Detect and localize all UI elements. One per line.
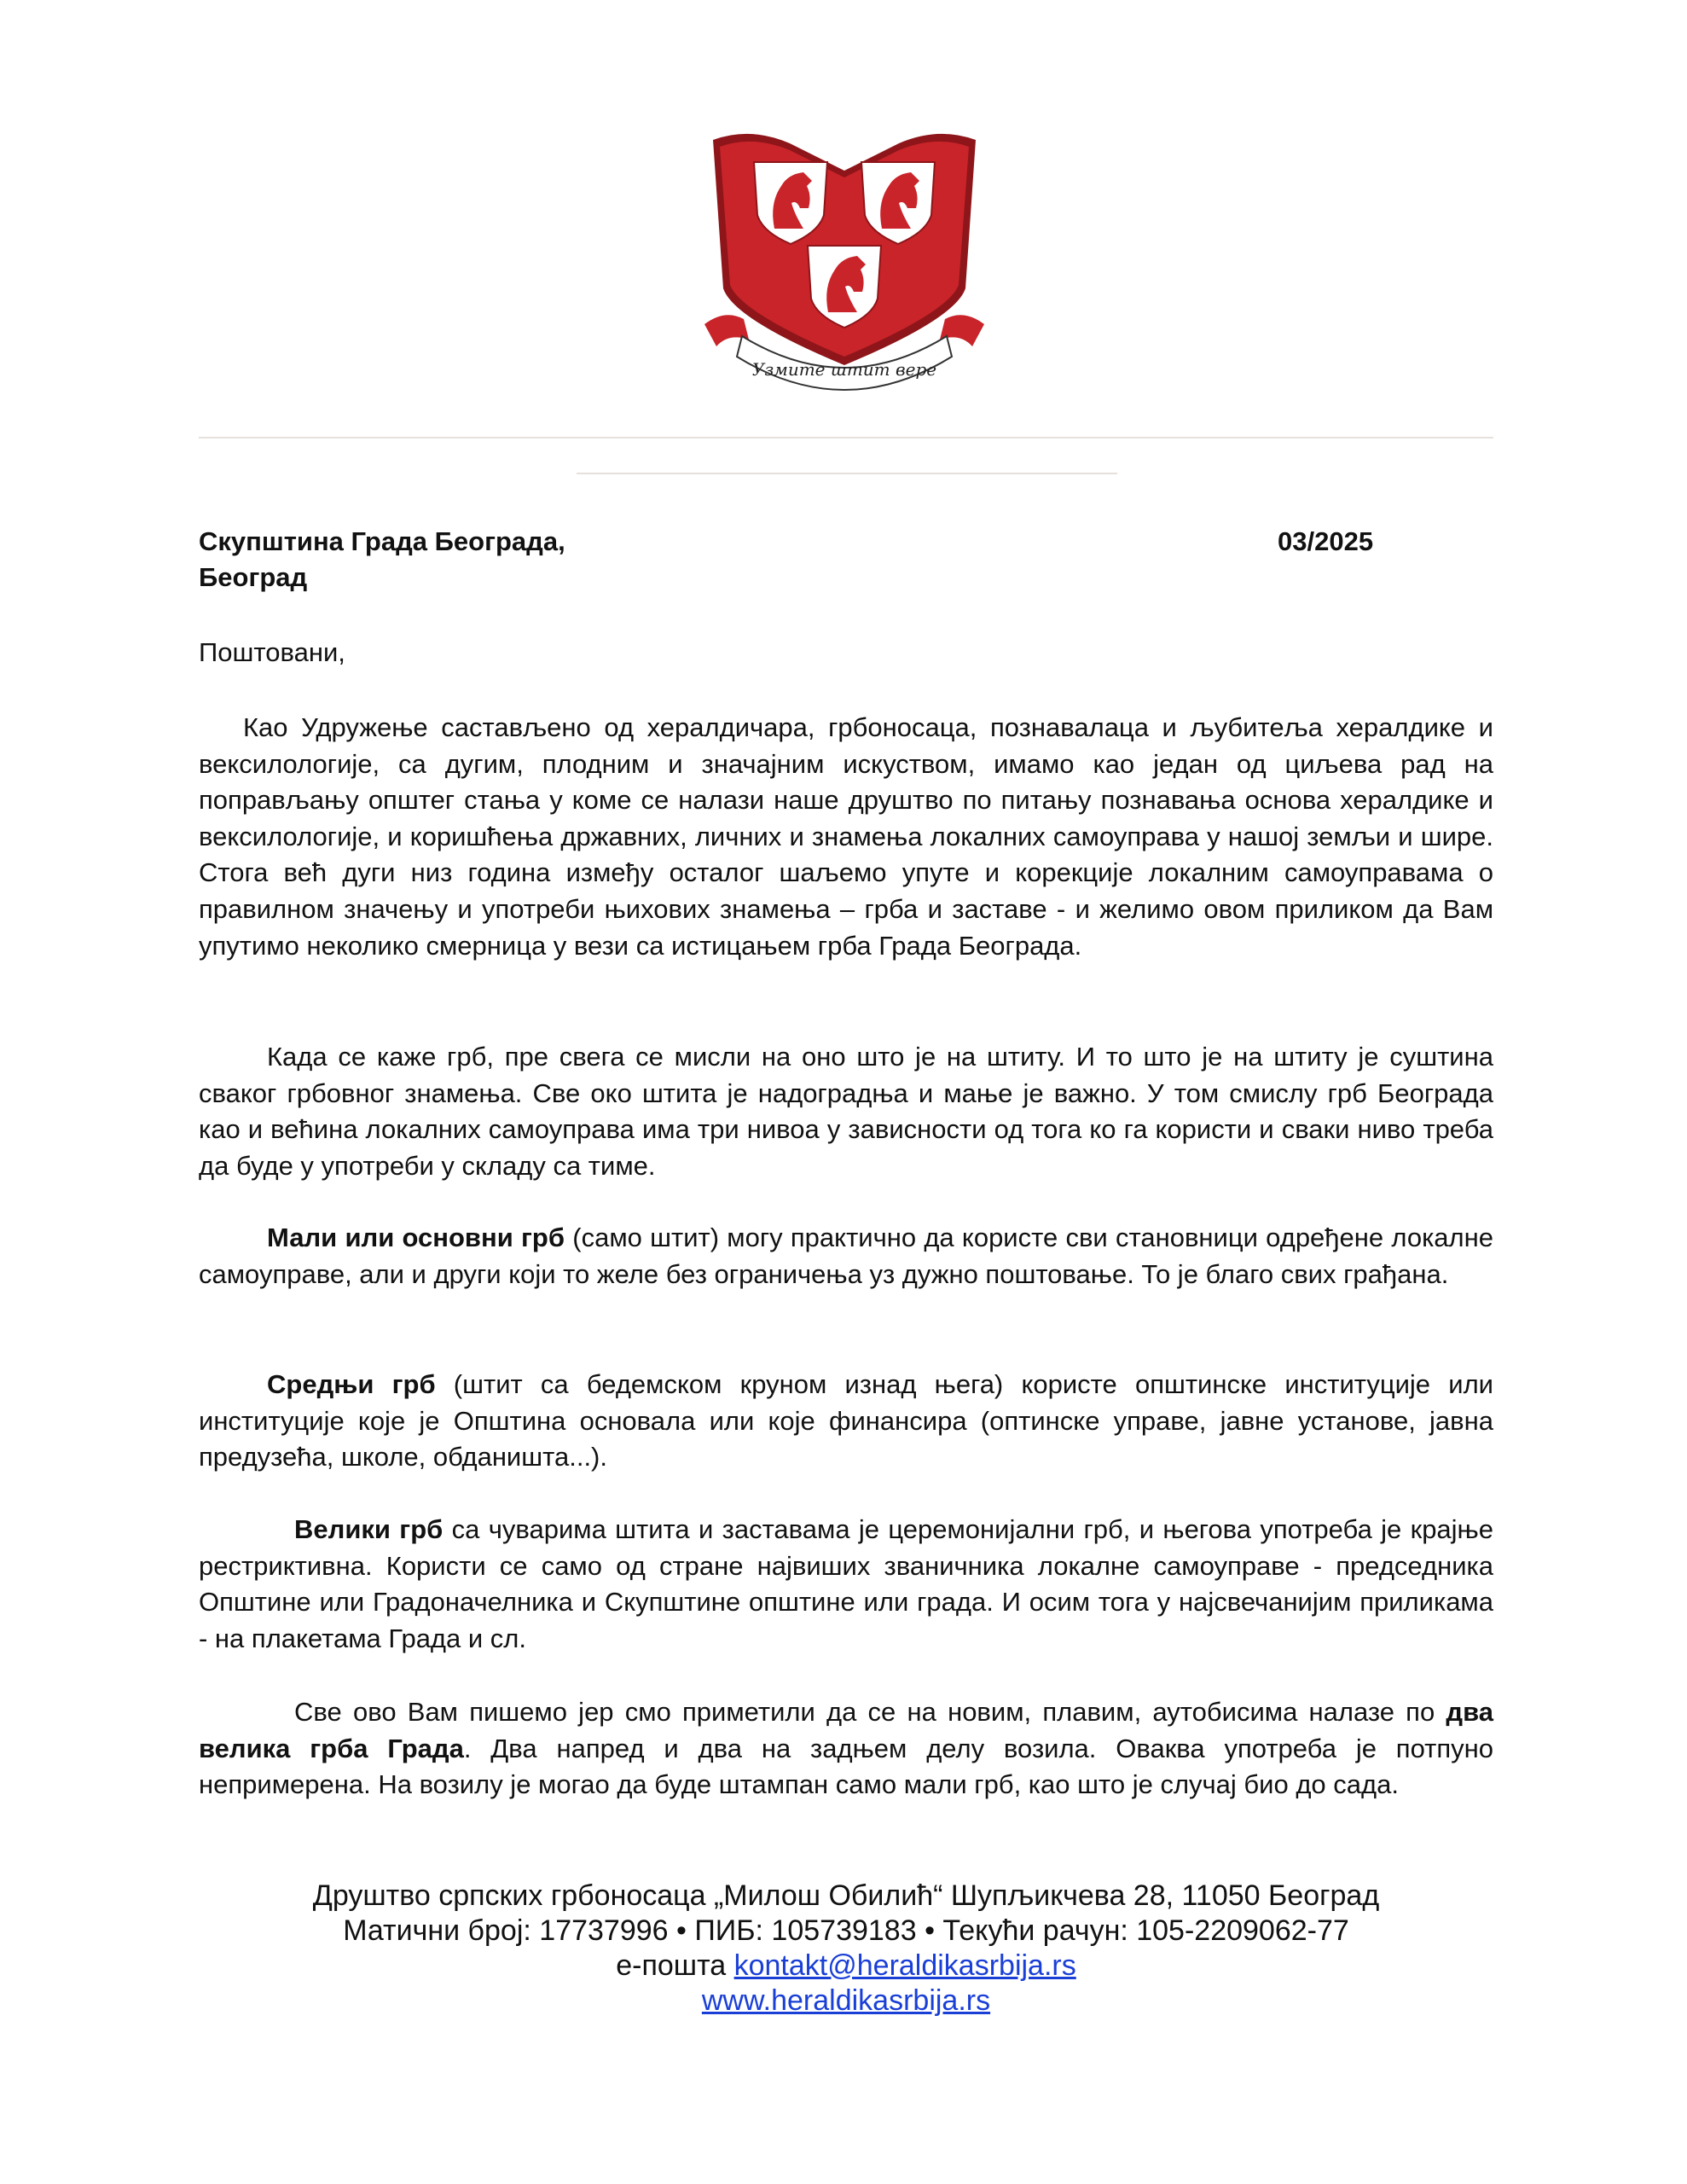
bus-issue-emphasis: два велика грба Града [199,1697,1493,1763]
paragraph-coat-levels: Када се каже грб, пре свега се мисли на оно што је на штиту. И то што је на штиту је суштина сваког грбовног знамења. Све око штита је надоградња и мање је важно. У том смислу грб Београда као и већина локалних самоуправа има три нивоа у зависности од тога ко га користи и сваки ниво треба да буде у употреби у складу са тиме. [199,1042,1493,1181]
salutation: Поштовани, [199,637,345,667]
footer-address: Друштво српских грбоносаца „Милош Обилић“ Шупљикчева 28, 11050 Београд [312,1879,1380,1912]
website-link[interactable]: www.heraldikasrbija.rs [701,1984,991,2017]
email-link[interactable]: kontakt@heraldikasrbija.rs [733,1949,1076,1982]
association-logo [699,126,989,416]
header-divider [199,437,1493,439]
middle-coat-term: Средњи грб [267,1369,436,1399]
recipient-name: Скупштина Града Београда, [199,526,565,556]
email-label: е-пошта [616,1949,734,1982]
letter-date: 03/2025 [1278,526,1374,556]
recipient-block [199,524,565,595]
recipient-city: Београд [199,562,308,592]
bus-issue-rest: . Два напред и два на задњем делу возила. Оваква употреба је потпуно непримерена. На возилу је могао да буде штампан само мали грб, као што је случај био до сада. [199,1733,1493,1800]
paragraph-intro: Као Удружење састављено од хералдичара, грбоносаца, познавалаца и љубитеља хералдике и вексилологије, са дугим, плодним и значајним искуством, имамо као један од циљева рад на поправљању општег стања у коме се налази наше друштво по питању познавања основа хералдике и вексилологије, и коришћења државних, личних и знамења локалних самоуправа у нашој земљи и шире. Стога већ дуги низ година између осталог шаљемо упуте и корекције локалним самоуправама о правилном значењу и употреби њихових знамења – грба и заставе - и желимо овом приликом да Вам упутимо неколико смерница у вези са истицањем грба Града Београда. [199,712,1493,961]
great-coat-term: Велики грб [294,1514,443,1544]
footer-registration: Матични број: 17737996 • ПИБ: 105739183 • Текући рачун: 105-2209062-77 [343,1914,1349,1947]
letter-footer [199,1879,1493,2018]
great-coat-text: са чуварима штита и заставама је церемонијални грб, и његова употреба је крајње рестриктивна. Користи се само од стране највиших званичника локалне самоуправе - председника Општине или Градоначелника и Скупштине општине или града. И осим тога у најсвечанијим приликама - на плакетама Града и сл. [199,1514,1493,1653]
paragraph-small-coat [199,1220,1493,1292]
paragraph-great-coat [199,1512,1493,1657]
middle-coat-text: (штит са бедемском круном изнад њега) користе општинске институције или институције које је Општина основала или које финансира (оптинске управе, јавне установе, јавна предузећа, школе, обданишта...). [199,1369,1493,1472]
header-divider-short [577,473,1117,474]
bus-issue-start: Све ово Вам пишемо јер смо приметили да се на новим, плавим, аутобисима налазе по [294,1697,1446,1727]
small-coat-term: Мали или основни грб [267,1223,565,1252]
coat-of-arms-emblem [699,126,989,416]
logo-motto: Узмите штит вере [751,359,937,380]
paragraph-middle-coat [199,1367,1493,1476]
paragraph-bus-issue [199,1694,1493,1804]
small-coat-text: (само штит) могу практично да користе сви становници одређене локалне самоуправе, али и други који то желе без ограничења уз дужно поштовање. То је благо свих грађана. [199,1223,1494,1289]
footer-email-line [199,1949,1493,1984]
